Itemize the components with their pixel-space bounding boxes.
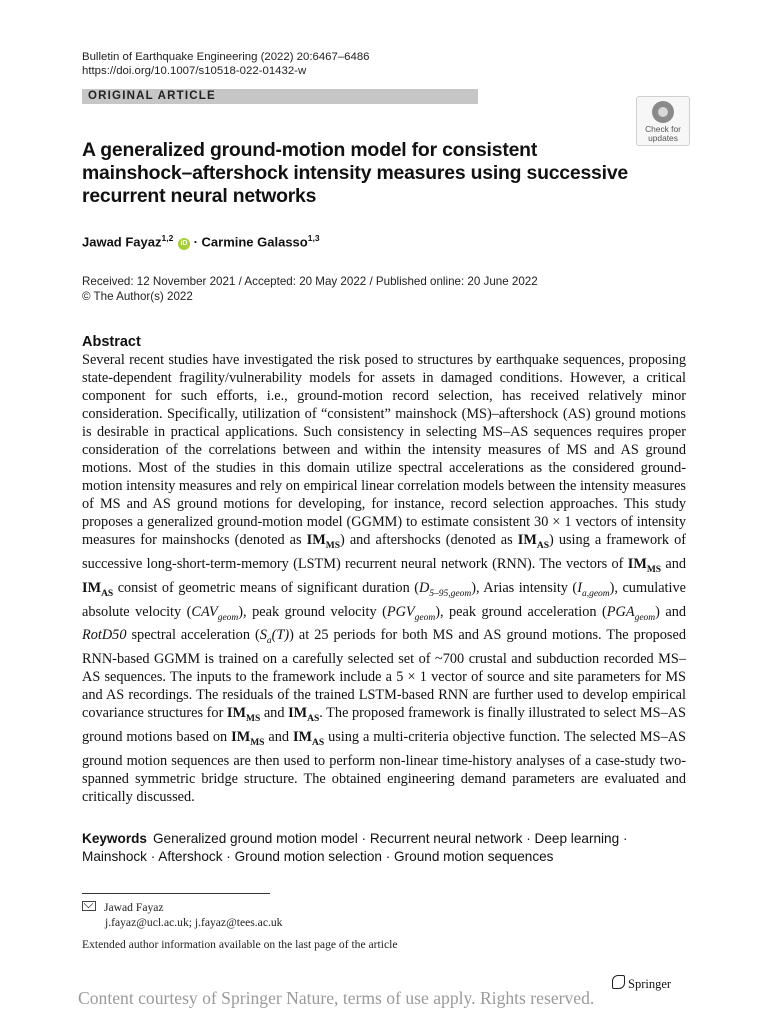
abstract-heading: Abstract — [82, 334, 141, 350]
keywords-label: Keywords — [82, 831, 147, 846]
publisher-name: Springer — [628, 977, 672, 991]
keywords — [82, 830, 686, 866]
footnote-divider — [82, 893, 270, 894]
update-check-icon — [652, 101, 674, 123]
dates-line: Received: 12 November 2021 / Accepted: 20 May 2022 / Published online: 20 June 2022 — [82, 275, 538, 288]
check-for-updates-badge[interactable] — [636, 96, 690, 146]
paper-title: A generalized ground-motion model for consistent mainshock–aftershock intensity measures using successive recurrent neural networks — [82, 139, 628, 207]
publication-dates — [82, 275, 538, 304]
envelope-icon — [82, 901, 96, 911]
abstract-body: Several recent studies have investigated the risk posed to structures by earthquake sequences, proposing state-dependent fragility/vulnerability models for assets in damaged conditions. However, a critical component for such efforts, i.e., ground-motion record selection, has received relatively minor consideration. Specifically, utilization of “consistent” mainshock (MS)–aftershock (AS) ground motions is desirable in practical applications. Such consistency in selecting MS–AS sequences requires proper consideration of the correlations between and within the intensity measures of MS and AS ground motions. Most of the studies in this domain utilize spectral accelerations as the considered ground-motion intensity measures and rely on empirical linear correlation models between the intensity measures of MS and AS ground motions for developing, for instance, record selection approaches. This study proposes a generalized ground-motion model (GGMM) to estimate consistent 30 × 1 vectors of intensity measures for mainshocks (denoted as $IM_{MS}$) and aftershocks (denoted as $IM_{AS}$) using a framework of successive long-short-term-memory (LSTM) recurrent neural network (RNN). The vectors of $IM_{MS}$ and $IM_{AS}$ consist of geometric means of significant duration $(D_{5-95,geom})$, Arias intensity $(I_{a,geom})$, cumulative absolute velocity $(CAV_{geom})$, peak ground velocity $(PGV_{geom})$, peak ground acceleration $(PGA_{geom})$ and RotD50 spectral acceleration $(S_a(T))$ at 25 periods for both MS and AS ground motions. The proposed RNN-based GGMM is trained on a carefully selected set of ~700 crustal and subduction recorded MS–AS sequences. The inputs to the framework include a 5 × 1 vector of source and site parameters for MS and AS recordings. The residuals of the trained LSTM-based RNN are further used to develop empirical covariance structures for $IM_{MS}$ and $IM_{AS}$. The proposed framework is finally illustrated to select MS–AS ground motions based on $IM_{MS}$ and $IM_{AS}$ using a multi-criteria objective function. The selected MS–AS ground motion sequences are then used to perform non-linear time-history analyses of a case-study two-spanned symmetric bridge structure. The obtained engineering demand parameters are evaluated and critically discussed. — [82, 352, 687, 806]
footnote-author: Jawad Fayaz — [104, 901, 164, 914]
author-1-affiliation: 1,2 — [161, 233, 174, 243]
journal-citation — [82, 50, 370, 78]
article-type-label: ORIGINAL ARTICLE — [88, 90, 216, 102]
footnote-emails[interactable]: j.fayaz@ucl.ac.uk; j.fayaz@tees.ac.uk — [105, 916, 283, 929]
author-2-name: Carmine Galasso — [201, 234, 308, 250]
copyright-line: © The Author(s) 2022 — [82, 289, 193, 303]
keywords-list: Generalized ground motion model · Recurrent neural network · Deep learning · Mainshock · Aftershock · Ground motion selection · Ground motion sequences — [82, 831, 628, 864]
author-separator: · — [189, 234, 202, 250]
author-2-affiliation: 1,3 — [307, 233, 320, 243]
courtesy-watermark: Content courtesy of Springer Nature, terms of use apply. Rights reserved. — [78, 988, 595, 1008]
author-1-name: Jawad Fayaz — [82, 234, 162, 250]
springer-horse-icon — [612, 975, 625, 989]
publisher-logo — [612, 975, 671, 992]
badge-text — [637, 125, 689, 143]
badge-line-1: Check for — [645, 124, 681, 134]
author-line — [82, 233, 320, 250]
orcid-icon[interactable]: iD — [178, 238, 190, 250]
doi-link[interactable]: https://doi.org/10.1007/s10518-022-01432-w — [82, 65, 307, 77]
article-type-banner — [82, 89, 478, 104]
extended-author-info: Extended author information available on the last page of the article — [82, 938, 398, 951]
badge-line-2: updates — [648, 133, 678, 143]
corresponding-author-footnote — [82, 900, 282, 930]
journal-line: Bulletin of Earthquake Engineering (2022) 20:6467–6486 — [82, 51, 370, 63]
